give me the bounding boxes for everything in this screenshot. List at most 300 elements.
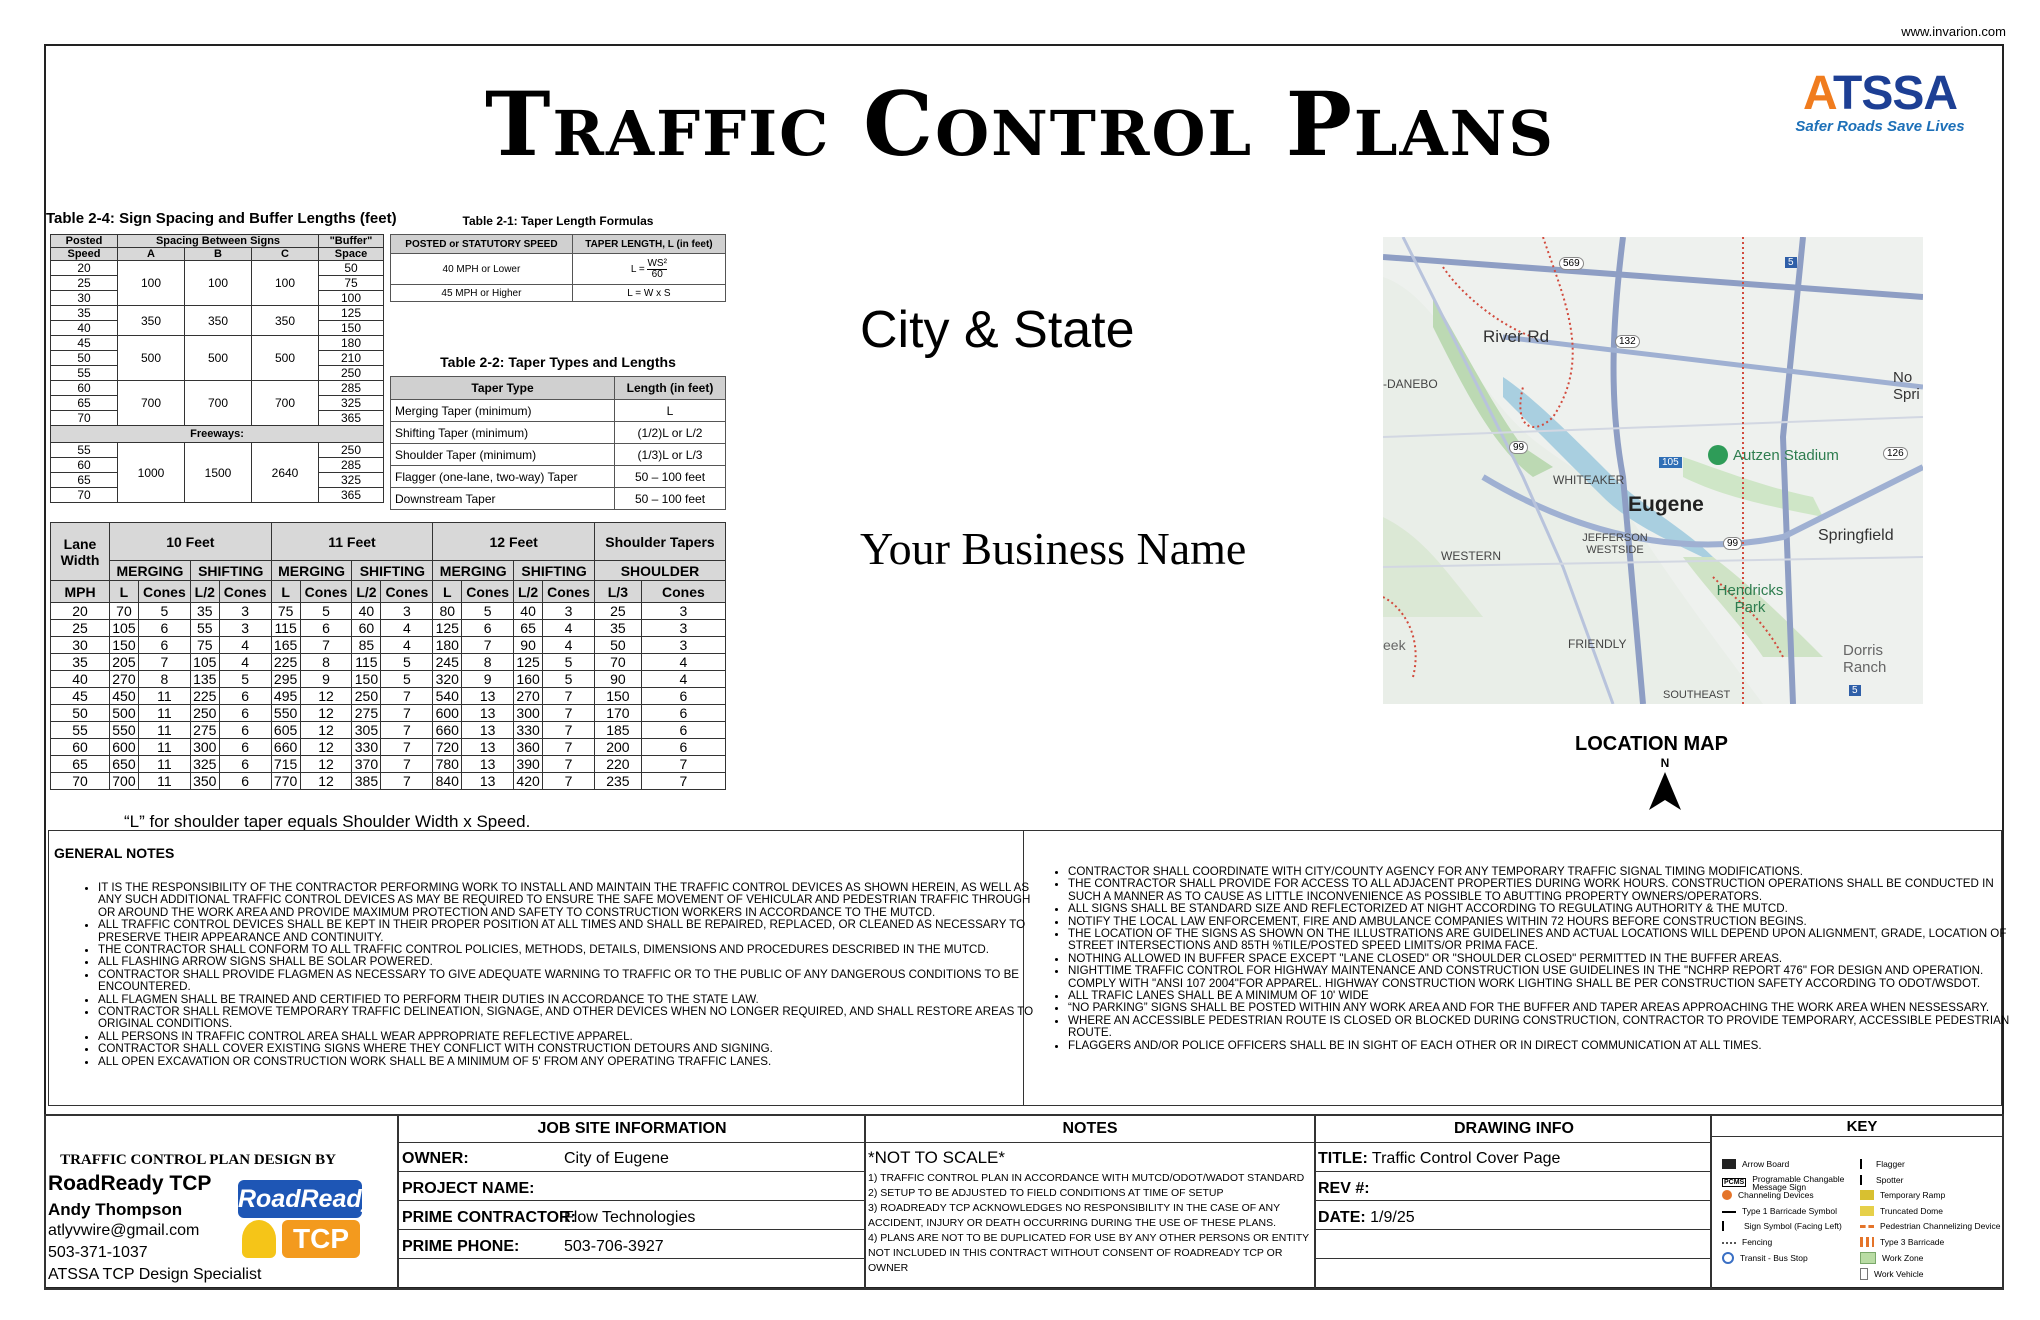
th-merging-12: MERGING (433, 561, 514, 581)
lane-cell: 55 (190, 620, 219, 637)
contractor-label: PRIME CONTRACTOR: (402, 1209, 576, 1226)
designer-name: Andy Thompson (48, 1200, 183, 1219)
lane-cell: 5 (462, 603, 514, 620)
th-b: B (185, 248, 252, 261)
buffer-cell: 210 (319, 351, 384, 366)
lane-cell: 5 (543, 671, 595, 688)
lane-cell: 6 (462, 620, 514, 637)
owner-label: OWNER: (402, 1150, 469, 1167)
lane-cell: 305 (352, 722, 381, 739)
freeways-label: Freeways: (51, 426, 384, 443)
lane-cell: 6 (138, 620, 190, 637)
taper-length-cell: L (615, 400, 726, 422)
lane-cell: 270 (110, 671, 139, 688)
key-item (1860, 1175, 1903, 1185)
lane-cell: 325 (190, 756, 219, 773)
lane-cell: 7 (543, 705, 595, 722)
lane-cell: 5 (543, 654, 595, 671)
buffer-cell: 100 (319, 291, 384, 306)
lane-cell: 550 (271, 705, 300, 722)
lane-cell: 135 (190, 671, 219, 688)
th-merging-10: MERGING (110, 561, 191, 581)
title-note-item: 2) SETUP TO BE ADJUSTED TO FIELD CONDITIONS AT TIME OF SETUP (868, 1187, 1224, 1199)
phone-value: 503-706-3927 (564, 1238, 664, 1255)
key-label: Type 1 Barricade Symbol (1742, 1205, 1837, 1216)
lane-cell: 350 (190, 773, 219, 790)
lane-cell: 90 (514, 637, 543, 654)
contractor-value: Flow Technologies (564, 1209, 696, 1226)
notes-heading: NOTES (1062, 1120, 1118, 1137)
spacing-c-cell: 100 (252, 261, 319, 306)
lane-cell: 105 (190, 654, 219, 671)
general-note-item: • ALL FLAGMEN SHALL BE TRAINED AND CERTIFIED TO PERFORM THEIR DUTIES IN ACCORDANCE TO THE STATE LAW. (98, 994, 1038, 1006)
key-label: Type 3 Barricade (1880, 1236, 1945, 1247)
th-11-feet: 11 Feet (271, 523, 433, 561)
lane-cell: 70 (110, 603, 139, 620)
lane-cell: 13 (462, 688, 514, 705)
drawing-title-value: Traffic Control Cover Page (1371, 1150, 1561, 1167)
lane-cell: 200 (594, 739, 641, 756)
lane-cell: 4 (219, 637, 271, 654)
lane-cell: 150 (352, 671, 381, 688)
lane-cell: 225 (190, 688, 219, 705)
lane-cell: 4 (543, 637, 595, 654)
city-state: City & State (860, 301, 1135, 359)
lane-cell: 30 (51, 637, 110, 654)
speed-cell: 40 (51, 321, 118, 336)
spacing-a-cell: 350 (118, 306, 185, 336)
th-12-feet: 12 Feet (433, 523, 595, 561)
lane-cell: 11 (138, 705, 190, 722)
lane-cell: 3 (641, 637, 725, 654)
lane-cell: 170 (594, 705, 641, 722)
fw-buffer-cell: 325 (319, 473, 384, 488)
map-label-southeast: SOUTHEAST (1663, 689, 1731, 701)
general-note-item: • CONTRACTOR SHALL COORDINATE WITH CITY/COUNTY AGENCY FOR ANY TEMPORARY TRAFFIC SIGNAL TIMING MODIFICATIONS. (1068, 866, 2014, 878)
table-2-2-caption: Table 2-2: Taper Types and Lengths (440, 354, 676, 370)
north-arrow (1645, 756, 1685, 817)
lane-subheader: Cones (641, 581, 725, 603)
buffer-cell: 250 (319, 366, 384, 381)
fw-buffer-cell: 285 (319, 458, 384, 473)
lane-cell: 40 (514, 603, 543, 620)
route-569-shield: 569 (1559, 257, 1584, 270)
route-126-shield: 126 (1883, 447, 1908, 460)
spacing-b-cell: 100 (185, 261, 252, 306)
lane-cell: 330 (514, 722, 543, 739)
lane-cell: 25 (51, 620, 110, 637)
route-5-shield-a: 5 (1785, 257, 1797, 268)
key-label: Programable Changable Message Sign (1752, 1173, 1845, 1192)
lane-cell: 6 (641, 722, 725, 739)
general-notes-title: GENERAL NOTES (54, 845, 175, 861)
lane-cell: 60 (352, 620, 381, 637)
lane-cell: 6 (641, 688, 725, 705)
lane-cell: 275 (190, 722, 219, 739)
lane-cell: 13 (462, 722, 514, 739)
designer-email[interactable]: atlyvwire@gmail.com (48, 1222, 200, 1239)
lane-cell: 7 (543, 773, 595, 790)
general-note-item: • CONTRACTOR SHALL COVER EXISTING SIGNS WHERE THEY CONFLICT WITH CONSTRUCTION DETOURS AND SIGNING. (98, 1043, 1038, 1055)
taper-types-table (390, 376, 726, 510)
general-note-item: • “NO PARKING” SIGNS SHALL BE POSTED WITHIN ANY WORK AREA AND FOR THE BUFFER AND TAPER AREAS APPROACHING THE WORK AREA WHEN NESSESSARY. (1068, 1002, 2014, 1014)
lane-cell: 3 (543, 603, 595, 620)
speed-cell: 45 (51, 336, 118, 351)
taper-type-cell: Merging Taper (minimum) (391, 400, 615, 422)
general-note-item: • THE CONTRACTOR SHALL CONFORM TO ALL TRAFFIC CONTROL POLICIES, METHODS, DETAILS, DIMENSIONS AND PROCEDURES DESCRIBED IN THE MUTCD. (98, 944, 1038, 956)
lane-cell: 300 (190, 739, 219, 756)
atssa-tagline: Safer Roads Save Lives (1795, 118, 1965, 135)
spacing-b-cell: 500 (185, 336, 252, 381)
drawing-heading: DRAWING INFO (1454, 1120, 1574, 1137)
pcms-icon: PCMS (1724, 1179, 1745, 1186)
lane-cell: 225 (271, 654, 300, 671)
sign-left-icon (1722, 1221, 1738, 1231)
lane-cell: 550 (110, 722, 139, 739)
lane-cell: 660 (433, 722, 462, 739)
speed-cell: 55 (51, 366, 118, 381)
general-note-item: • THE LOCATION OF THE SIGNS AS SHOWN ON THE ILLUSTRATIONS ARE GUIDELINES AND ACTUAL LOCATIONS WILL DEPEND UPON ALIGNMENT, GRADE, LOCATION OF STREET INTERSECTIONS AND 85TH %TILE/POSTED SPEED LIMITS/OR PRIMA FACE. (1068, 928, 2014, 953)
lane-cell: 270 (514, 688, 543, 705)
buffer-cell: 150 (319, 321, 384, 336)
key-label: Fencing (1742, 1236, 1773, 1247)
lane-cell: 3 (381, 603, 433, 620)
worker-icon (242, 1220, 276, 1258)
speed-cell: 35 (51, 306, 118, 321)
lane-cell: 6 (219, 756, 271, 773)
lane-cell: 6 (138, 637, 190, 654)
buffer-cell: 325 (319, 396, 384, 411)
key-label: Sign Symbol (Facing Left) (1744, 1221, 1842, 1231)
lane-cell: 250 (352, 688, 381, 705)
general-note-item: • NOTHING ALLOWED IN BUFFER SPACE EXCEPT "LANE CLOSED" OR "SHOULDER CLOSED" PERMITTED IN THE BUFFER AREAS. (1068, 953, 2014, 965)
lane-subheader: L (271, 581, 300, 603)
spacing-a-cell: 700 (118, 381, 185, 426)
lane-cell: 4 (381, 620, 433, 637)
formula-numerator: WS² (647, 257, 667, 269)
lane-cell: 600 (433, 705, 462, 722)
lane-cell: 275 (352, 705, 381, 722)
spacing-a-cell: 100 (118, 261, 185, 306)
north-arrow-icon (1645, 770, 1685, 812)
atssa-logo (1780, 67, 1980, 135)
key-label: Spotter (1876, 1174, 1904, 1185)
date-value: 1/9/25 (1370, 1209, 1415, 1226)
formula-denominator: 60 (651, 268, 663, 280)
drawing-title-row (1318, 1150, 1560, 1168)
th-merging-11: MERGING (271, 561, 352, 581)
lane-cell: 360 (514, 739, 543, 756)
roadready-logo-top: RoadReady (238, 1180, 362, 1218)
speed-cell: 70 (51, 411, 118, 426)
lane-cell: 4 (543, 620, 595, 637)
lane-cell: 55 (51, 722, 110, 739)
lane-cell: 105 (110, 620, 139, 637)
designer-credential: ATSSA TCP Design Specialist (48, 1266, 262, 1283)
map-label-danebo: -DANEBO (1383, 377, 1438, 391)
key-item (1722, 1159, 1789, 1169)
th-taper-length: TAPER LENGTH, L (in feet) (572, 235, 725, 254)
lane-cell: 4 (381, 637, 433, 654)
lane-cell: 80 (433, 603, 462, 620)
lane-cell: 3 (641, 620, 725, 637)
taper-type-cell: Downstream Taper (391, 488, 615, 510)
key-item (1860, 1252, 1923, 1264)
formula-row-1-speed: 40 MPH or Lower (391, 254, 573, 285)
lane-cell: 60 (51, 739, 110, 756)
lane-cell: 205 (110, 654, 139, 671)
lane-cell: 12 (300, 739, 352, 756)
fencing-icon (1722, 1242, 1736, 1246)
ramp-icon (1860, 1190, 1874, 1200)
th-spacing: Spacing Between Signs (118, 235, 319, 248)
general-note-item: • FLAGGERS AND/OR POLICE OFFICERS SHALL BE IN SIGHT OF EACH OTHER OR IN DIRECT COMMUNICATION AT ALL TIMES. (1068, 1040, 2014, 1052)
title-note-item: 1) TRAFFIC CONTROL PLAN IN ACCORDANCE WITH MUTCD/ODOT/WADOT STANDARD (868, 1172, 1305, 1184)
lane-cell: 6 (219, 722, 271, 739)
lane-cell: 770 (271, 773, 300, 790)
fw-speed-cell: 60 (51, 458, 118, 473)
th-buffer: "Buffer" (319, 235, 384, 248)
map-label-springfield: Springfield (1818, 527, 1894, 544)
spacing-c-cell: 350 (252, 306, 319, 336)
lane-cell: 9 (300, 671, 352, 688)
lane-cell: 35 (190, 603, 219, 620)
lane-cell: 780 (433, 756, 462, 773)
lane-cell: 7 (138, 654, 190, 671)
lane-cell: 165 (271, 637, 300, 654)
lane-cell: 7 (381, 739, 433, 756)
roadready-logo-bottom: TCP (282, 1220, 360, 1258)
key-item (1722, 1175, 1852, 1191)
cone-icon (1722, 1190, 1732, 1200)
lane-cell: 660 (271, 739, 300, 756)
lane-cell: 50 (51, 705, 110, 722)
lane-cell: 180 (433, 637, 462, 654)
spacing-a-cell: 500 (118, 336, 185, 381)
lane-cell: 5 (300, 603, 352, 620)
key-item (1860, 1190, 1945, 1200)
lane-cell: 125 (514, 654, 543, 671)
barricade-3-icon (1860, 1237, 1874, 1247)
flagger-icon (1860, 1159, 1870, 1169)
lane-cell: 3 (219, 620, 271, 637)
key-label: Arrow Board (1742, 1159, 1790, 1169)
buffer-cell: 125 (319, 306, 384, 321)
lane-cell: 20 (51, 603, 110, 620)
taper-type-cell: Shifting Taper (minimum) (391, 422, 615, 444)
drawing-title-label: TITLE: (1318, 1150, 1368, 1167)
lane-subheader: Cones (138, 581, 190, 603)
lane-cell: 840 (433, 773, 462, 790)
key-item (1722, 1221, 1842, 1231)
rev-label: REV #: (1318, 1180, 1370, 1197)
taper-formula-table (390, 234, 726, 302)
key-item (1860, 1159, 1905, 1169)
lane-cell: 70 (51, 773, 110, 790)
shoulder-footnote: “L” for shoulder taper equals Shoulder Width x Speed. (124, 812, 531, 831)
lane-cell: 150 (594, 688, 641, 705)
th-length: Length (in feet) (615, 377, 726, 400)
general-note-item: • ALL FLASHING ARROW SIGNS SHALL BE SOLAR POWERED. (98, 956, 1038, 968)
fw-speed-cell: 70 (51, 488, 118, 503)
bus-stop-icon (1722, 1252, 1734, 1264)
lane-cell: 420 (514, 773, 543, 790)
lane-cell: 7 (641, 756, 725, 773)
fw-speed-cell: 65 (51, 473, 118, 488)
general-note-item: • ALL TRAFFIC CONTROL DEVICES SHALL BE KEPT IN THEIR PROPER POSITION AT ALL TIMES AND SHALL BE REPAIRED, REPLACED, OR CLEANED AS NECESSARY TO PRESERVE THEIR APPEARANCE AND CONTINUITY. (98, 919, 1038, 944)
lane-cell: 250 (190, 705, 219, 722)
key-item (1860, 1206, 1943, 1216)
key-item (1722, 1237, 1772, 1247)
lane-cell: 300 (514, 705, 543, 722)
fw-spacing-c: 2640 (252, 443, 319, 503)
map-label-friendly: FRIENDLY (1568, 637, 1627, 651)
map-label-whiteaker: WHITEAKER (1553, 473, 1625, 487)
location-map[interactable] (1383, 237, 1923, 704)
general-note-item: • ALL TRAFIC LANES SHALL BE A MINIMUM OF 10' WIDE (1068, 990, 2014, 1002)
lane-cell: 7 (381, 705, 433, 722)
general-note-item: • IT IS THE RESPONSIBILITY OF THE CONTRACTOR PERFORMING WORK TO INSTALL AND MAINTAIN THE TRAFFIC CONTROL DEVICES AS SHOWN HEREIN, AS WELL AS ANY SUCH ADDITIONAL TRAFFIC CONTROL DEVICES AS MAY BE REQUIRED TO ENSURE THE SAFE MOVEMENT OF VEHICULAR AND PEDESTRIAN TRAFFIC THROUGH OR AROUND THE WORK AREA AND PROVIDE MAXIMUM PROTECTION AND SAFETY TO CONSTRUCTION WORKERS IN ACCORDANCE TO THE MUTCD. (98, 882, 1038, 919)
lane-cell: 85 (352, 637, 381, 654)
lane-cell: 8 (300, 654, 352, 671)
lane-cell: 75 (190, 637, 219, 654)
th-shifting-10: SHIFTING (190, 561, 271, 581)
arrow-board-icon (1722, 1159, 1736, 1169)
spacing-c-cell: 700 (252, 381, 319, 426)
map-label-dorris: Dorris Ranch (1843, 642, 1887, 676)
general-note-item: • ALL PERSONS IN TRAFFIC CONTROL AREA SHALL WEAR APPROPRIATE REFLECTIVE APPAREL. (98, 1031, 1038, 1043)
lane-cell: 7 (381, 773, 433, 790)
lane-cell: 4 (641, 671, 725, 688)
north-label: N (1660, 756, 1670, 770)
map-label-western: WESTERN (1441, 549, 1501, 563)
sign-spacing-table (50, 234, 384, 503)
key-label: Temporary Ramp (1880, 1190, 1946, 1200)
key-label: Pedestrian Channelizing Device (1880, 1221, 2001, 1231)
taper-length-cell: (1/3)L or L/3 (615, 444, 726, 466)
lane-cell: 7 (543, 739, 595, 756)
atssa-logo-a: A (1802, 67, 1834, 120)
lane-cell: 600 (110, 739, 139, 756)
buffer-cell: 285 (319, 381, 384, 396)
lane-cell: 70 (594, 654, 641, 671)
table-2-4-caption: Table 2-4: Sign Spacing and Buffer Lengths (feet) (46, 210, 397, 227)
lane-subheader: Cones (543, 581, 595, 603)
lane-subheader: L/2 (514, 581, 543, 603)
key-label: Work Zone (1882, 1253, 1924, 1263)
speed-cell: 65 (51, 396, 118, 411)
lane-cell: 35 (51, 654, 110, 671)
th-posted: Posted (51, 235, 118, 248)
lane-cell: 220 (594, 756, 641, 773)
lane-cell: 5 (138, 603, 190, 620)
th-c: C (252, 248, 319, 261)
taper-length-cell: (1/2)L or L/2 (615, 422, 726, 444)
route-99-shield-a: 99 (1509, 441, 1528, 454)
key-item (1722, 1206, 1837, 1216)
key-item (1722, 1190, 1814, 1200)
title-note-item: 4) PLANS ARE NOT TO BE DUPLICATED FOR USE BY ANY OTHER PERSONS OR ENTITY NOT INCLUDED IN THIS CONTRACT WITHOUT CONSENT OF ROADREADY TCP OR OWNER (868, 1232, 1309, 1274)
lane-cell: 11 (138, 773, 190, 790)
job-heading: JOB SITE INFORMATION (537, 1120, 727, 1137)
lane-cell: 6 (219, 688, 271, 705)
atssa-logo-rest: TSSA (1833, 67, 1958, 120)
lane-subheader: L (110, 581, 139, 603)
lane-cell: 385 (352, 773, 381, 790)
lane-cell: 35 (594, 620, 641, 637)
lane-subheader: L/3 (594, 581, 641, 603)
key-item (1860, 1268, 1923, 1280)
lane-cell: 390 (514, 756, 543, 773)
spotter-icon (1860, 1175, 1870, 1185)
map-graphic (1383, 237, 1923, 704)
th-shoulder-tapers: Shoulder Tapers (594, 523, 725, 561)
th-lane-width: Lane Width (51, 523, 110, 581)
lane-cell: 40 (51, 671, 110, 688)
lane-cell: 12 (300, 722, 352, 739)
formula-row-2-formula: L = W x S (572, 285, 725, 302)
lane-cell: 450 (110, 688, 139, 705)
lane-cell: 720 (433, 739, 462, 756)
lane-cell: 160 (514, 671, 543, 688)
taper-type-cell: Flagger (one-lane, two-way) Taper (391, 466, 615, 488)
lane-cell: 7 (300, 637, 352, 654)
business-name: Your Business Name (860, 523, 1247, 574)
lane-cell: 3 (641, 603, 725, 620)
route-105-shield: 105 (1659, 457, 1682, 468)
lane-cell: 9 (462, 671, 514, 688)
buffer-cell: 50 (319, 261, 384, 276)
lane-subheader: L/2 (190, 581, 219, 603)
work-zone-icon (1860, 1252, 1876, 1264)
key-item (1860, 1237, 1944, 1247)
ped-device-icon (1860, 1225, 1874, 1231)
lane-cell: 40 (352, 603, 381, 620)
lane-cell: 8 (462, 654, 514, 671)
not-to-scale: *NOT TO SCALE* (868, 1148, 1005, 1167)
phone-label: PRIME PHONE: (402, 1238, 520, 1255)
th-10-feet: 10 Feet (110, 523, 272, 561)
general-note-item: • WHERE AN ACCESSIBLE PEDESTRIAN ROUTE IS CLOSED OR BLOCKED DURING CONSTRUCTION, CONTRACTOR TO PROVIDE TEMPORARY, ACCESSIBLE PEDESTRIAN ROUTE. (1068, 1015, 2014, 1040)
map-label-eugene: Eugene (1628, 493, 1704, 516)
lane-cell: 6 (641, 705, 725, 722)
spacing-b-cell: 350 (185, 306, 252, 336)
lane-cell: 7 (462, 637, 514, 654)
lane-cell: 6 (641, 739, 725, 756)
lane-cell: 150 (110, 637, 139, 654)
general-note-item: • CONTRACTOR SHALL REMOVE TEMPORARY TRAFFIC DELINEATION, SIGNAGE, AND OTHER DEVICES WHEN NO LONGER REQUIRED, AND SHALL RESTORE AREAS TO ORIGINAL CONDITIONS. (98, 1006, 1038, 1031)
th-speed: Speed (51, 248, 118, 261)
lane-cell: 4 (641, 654, 725, 671)
taper-type-cell: Shoulder Taper (minimum) (391, 444, 615, 466)
lane-cell: 5 (381, 671, 433, 688)
lane-cell: 11 (138, 688, 190, 705)
dome-icon (1860, 1206, 1874, 1216)
lane-subheader: Cones (462, 581, 514, 603)
lane-cell: 370 (352, 756, 381, 773)
lane-cell: 3 (219, 603, 271, 620)
website-url: www.invarion.com (1901, 24, 2006, 39)
key-item (1722, 1252, 1808, 1264)
rev-row (1318, 1180, 1370, 1198)
general-note-item: • ALL OPEN EXCAVATION OR CONSTRUCTION WORK SHALL BE A MINIMUM OF 5' FROM ANY OPERATING TRAFFIC LANES. (98, 1056, 1038, 1068)
general-note-item: • CONTRACTOR SHALL PROVIDE FLAGMEN AS NECESSARY TO GIVE ADEQUATE WARNING TO TRAFFIC OR TO THE PUBLIC OF ANY DANGEROUS CONDITIONS TO BE ENCOUNTERED. (98, 969, 1038, 994)
lane-cell: 495 (271, 688, 300, 705)
lane-cell: 6 (219, 773, 271, 790)
key-label: Transit - Bus Stop (1740, 1253, 1808, 1263)
date-label: DATE: (1318, 1209, 1366, 1226)
lane-subheader: Cones (219, 581, 271, 603)
